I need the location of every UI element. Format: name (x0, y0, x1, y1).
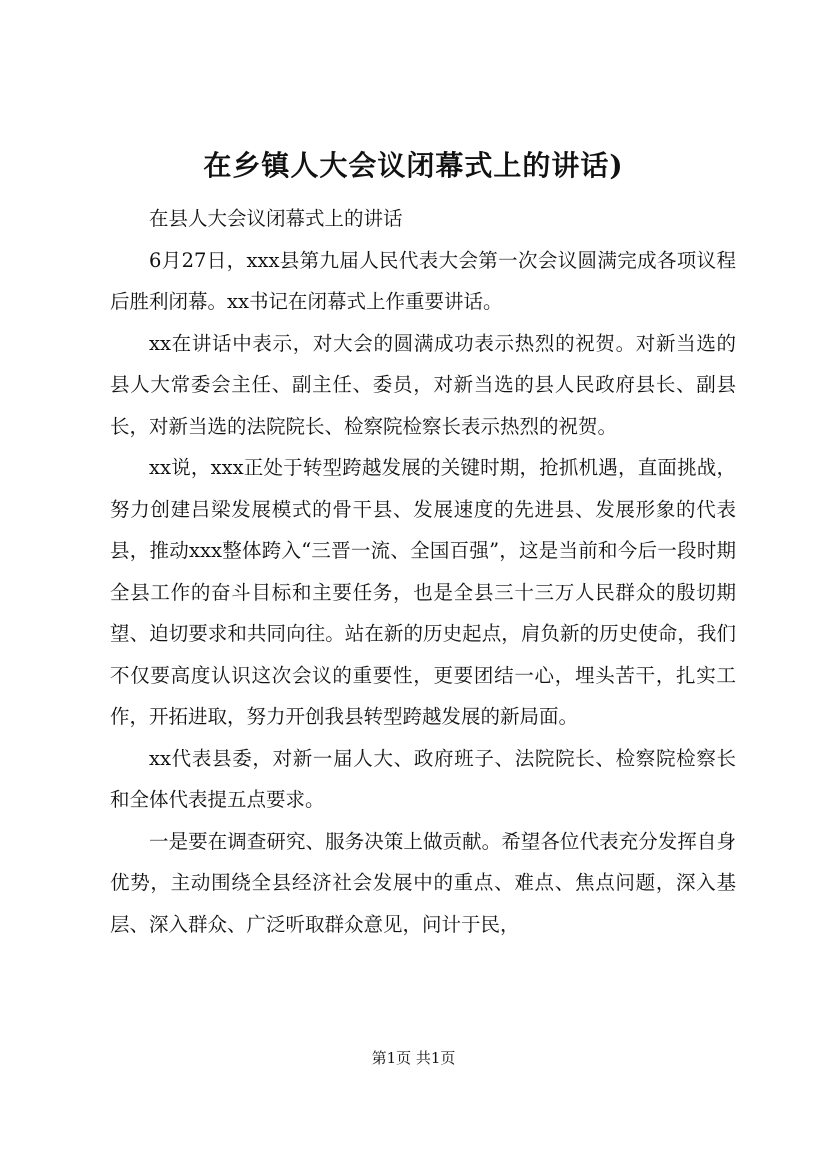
document-title: 在乡镇人大会议闭幕式上的讲话) (203, 149, 624, 182)
page-footer: 第1页 共1页 (371, 1049, 456, 1067)
paragraph-subtitle: 在县人大会议闭幕式上的讲话 (149, 207, 403, 230)
document-body (110, 198, 736, 945)
paragraph: 6月27日，xxx县第九届人民代表大会第一次会议圆满完成各项议程后胜利闭幕。xx书记在闭幕式上作重要讲话。 (110, 248, 736, 313)
paragraph: xx说，xxx正处于转型跨越发展的关键时期，抢抓机遇，直面挑战，努力创建吕梁发展模式的骨干县、发展速度的先进县、发展形象的代表县，推动xxx整体跨入“三晋一流、全国百强”，这是当前和今后一段时期全县工作的奋斗目标和主要任务，也是全县三十三万人民群众的殷切期望、迫切要求和共同向往。站在新的历史起点，肩负新的历史使命，我们不仅要高度认识这次会议的重要性，更要团结一心，埋头苦干，扎实工作，开拓进取，努力开创我县转型跨越发展的新局面。 (110, 456, 736, 728)
paragraph: 一是要在调查研究、服务决策上做贡献。希望各位代表充分发挥自身优势，主动围绕全县经济社会发展中的重点、难点、焦点问题，深入基层、深入群众、广泛听取群众意见，问计于民， (110, 829, 736, 936)
paragraph: xx代表县委，对新一届人大、政府班子、法院院长、检察院检察长和全体代表提五点要求。 (110, 746, 736, 811)
paragraph: xx在讲话中表示，对大会的圆满成功表示热烈的祝贺。对新当选的县人大常委会主任、副主任、委员，对新当选的县人民政府县长、副县长，对新当选的法院院长、检察院检察长表示热烈的祝贺。 (110, 331, 736, 438)
